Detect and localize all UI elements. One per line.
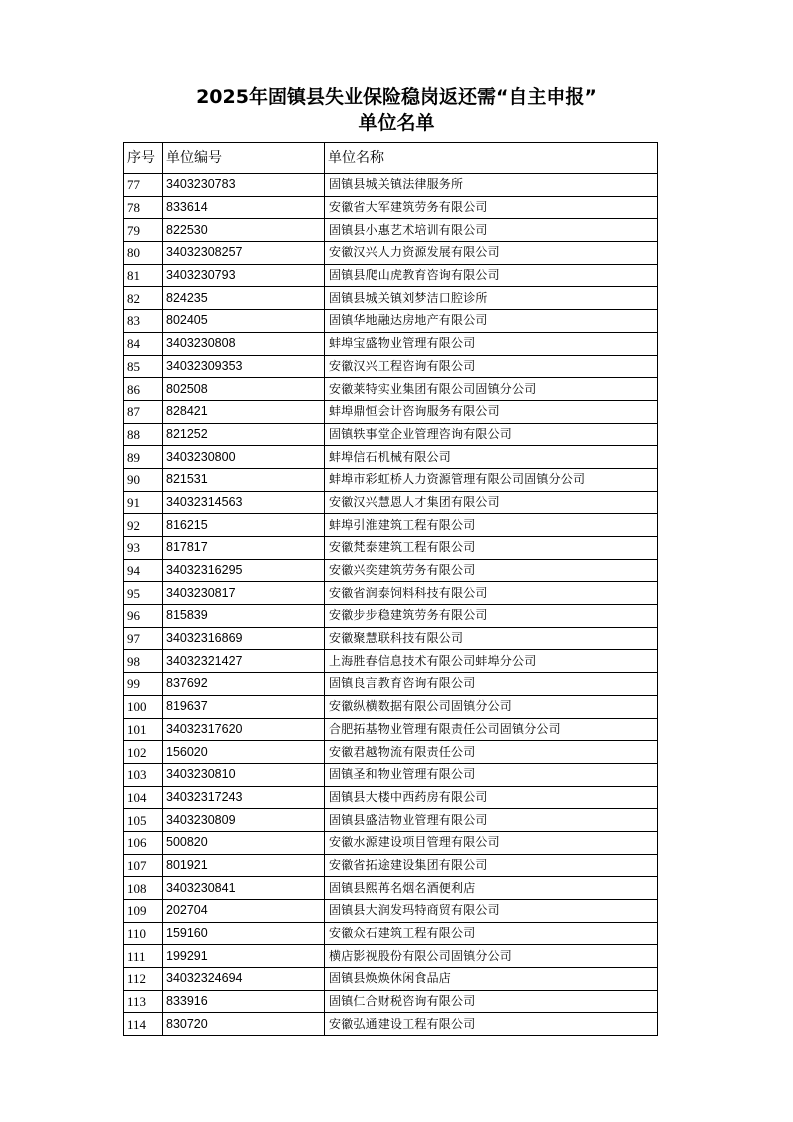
table-row bbox=[124, 650, 658, 673]
row-name-cell: 安徽步步稳建筑劳务有限公司 bbox=[325, 605, 658, 628]
table-row bbox=[124, 423, 658, 446]
row-seq-cell: 81 bbox=[124, 264, 163, 287]
row-code-cell: 3403230810 bbox=[163, 763, 325, 786]
document-title: 2025年固镇县失业保险稳岗返还需“自主申报” bbox=[196, 86, 597, 108]
row-code-cell: 34032321427 bbox=[163, 650, 325, 673]
row-name-cell: 安徽水源建设项目管理有限公司 bbox=[325, 831, 658, 854]
header-name: 单位名称 bbox=[325, 143, 658, 174]
row-name-cell: 安徽省润泰饲料科技有限公司 bbox=[325, 582, 658, 605]
row-code-cell: 830720 bbox=[163, 1013, 325, 1036]
row-seq-cell: 93 bbox=[124, 537, 163, 560]
row-code-cell: 837692 bbox=[163, 673, 325, 696]
row-seq-cell: 91 bbox=[124, 491, 163, 514]
row-name-cell: 固镇仁合财税咨询有限公司 bbox=[325, 990, 658, 1013]
table-row bbox=[124, 605, 658, 628]
row-code-cell: 500820 bbox=[163, 831, 325, 854]
row-name-cell: 固镇县爬山虎教育咨询有限公司 bbox=[325, 264, 658, 287]
table-row bbox=[124, 400, 658, 423]
table-row bbox=[124, 786, 658, 809]
row-name-cell: 固镇县盛洁物业管理有限公司 bbox=[325, 809, 658, 832]
row-name-cell: 固镇县大润发玛特商贸有限公司 bbox=[325, 900, 658, 923]
table-row bbox=[124, 831, 658, 854]
row-seq-cell: 82 bbox=[124, 287, 163, 310]
table-row bbox=[124, 763, 658, 786]
row-name-cell: 安徽君越物流有限责任公司 bbox=[325, 741, 658, 764]
table-row bbox=[124, 446, 658, 469]
row-name-cell: 固镇轶事堂企业管理咨询有限公司 bbox=[325, 423, 658, 446]
row-seq-cell: 83 bbox=[124, 310, 163, 333]
row-code-cell: 3403230817 bbox=[163, 582, 325, 605]
row-seq-cell: 110 bbox=[124, 922, 163, 945]
row-code-cell: 3403230793 bbox=[163, 264, 325, 287]
row-code-cell: 819637 bbox=[163, 695, 325, 718]
row-code-cell: 816215 bbox=[163, 514, 325, 537]
row-name-cell: 蚌埠引淮建筑工程有限公司 bbox=[325, 514, 658, 537]
row-code-cell: 828421 bbox=[163, 400, 325, 423]
row-seq-cell: 90 bbox=[124, 468, 163, 491]
table-row bbox=[124, 854, 658, 877]
row-seq-cell: 107 bbox=[124, 854, 163, 877]
table-row bbox=[124, 945, 658, 968]
row-name-cell: 上海胜春信息技术有限公司蚌埠分公司 bbox=[325, 650, 658, 673]
row-name-cell: 固镇县熙苒名烟名酒便利店 bbox=[325, 877, 658, 900]
row-code-cell: 34032317243 bbox=[163, 786, 325, 809]
row-seq-cell: 88 bbox=[124, 423, 163, 446]
row-seq-cell: 112 bbox=[124, 968, 163, 991]
row-name-cell: 安徽省大军建筑劳务有限公司 bbox=[325, 196, 658, 219]
row-code-cell: 3403230808 bbox=[163, 332, 325, 355]
table-row bbox=[124, 174, 658, 197]
table-row bbox=[124, 922, 658, 945]
row-code-cell: 833614 bbox=[163, 196, 325, 219]
row-seq-cell: 97 bbox=[124, 627, 163, 650]
row-seq-cell: 104 bbox=[124, 786, 163, 809]
row-name-cell: 蚌埠市彩虹桥人力资源管理有限公司固镇分公司 bbox=[325, 468, 658, 491]
row-seq-cell: 79 bbox=[124, 219, 163, 242]
row-seq-cell: 103 bbox=[124, 763, 163, 786]
row-name-cell: 安徽弘通建设工程有限公司 bbox=[325, 1013, 658, 1036]
table-row bbox=[124, 264, 658, 287]
table-row bbox=[124, 491, 658, 514]
row-code-cell: 202704 bbox=[163, 900, 325, 923]
row-name-cell: 蚌埠宝盛物业管理有限公司 bbox=[325, 332, 658, 355]
row-seq-cell: 105 bbox=[124, 809, 163, 832]
row-code-cell: 199291 bbox=[163, 945, 325, 968]
row-code-cell: 34032317620 bbox=[163, 718, 325, 741]
row-code-cell: 3403230800 bbox=[163, 446, 325, 469]
table-row bbox=[124, 990, 658, 1013]
table-row bbox=[124, 196, 658, 219]
row-code-cell: 822530 bbox=[163, 219, 325, 242]
row-seq-cell: 96 bbox=[124, 605, 163, 628]
row-seq-cell: 86 bbox=[124, 378, 163, 401]
row-code-cell: 3403230841 bbox=[163, 877, 325, 900]
table-row bbox=[124, 809, 658, 832]
row-name-cell: 固镇县小惠艺术培训有限公司 bbox=[325, 219, 658, 242]
table-row bbox=[124, 559, 658, 582]
row-seq-cell: 102 bbox=[124, 741, 163, 764]
row-seq-cell: 99 bbox=[124, 673, 163, 696]
row-name-cell: 横店影视股份有限公司固镇分公司 bbox=[325, 945, 658, 968]
row-code-cell: 34032314563 bbox=[163, 491, 325, 514]
header-code: 单位编号 bbox=[163, 143, 325, 174]
row-code-cell: 824235 bbox=[163, 287, 325, 310]
row-seq-cell: 100 bbox=[124, 695, 163, 718]
row-name-cell: 蚌埠信石机械有限公司 bbox=[325, 446, 658, 469]
row-name-cell: 固镇县城关镇法律服务所 bbox=[325, 174, 658, 197]
company-list-table bbox=[123, 142, 658, 1036]
document-subtitle: 单位名单 bbox=[358, 112, 435, 134]
row-seq-cell: 84 bbox=[124, 332, 163, 355]
row-name-cell: 安徽梵泰建筑工程有限公司 bbox=[325, 537, 658, 560]
row-seq-cell: 109 bbox=[124, 900, 163, 923]
row-code-cell: 801921 bbox=[163, 854, 325, 877]
row-seq-cell: 87 bbox=[124, 400, 163, 423]
row-seq-cell: 101 bbox=[124, 718, 163, 741]
row-code-cell: 34032316869 bbox=[163, 627, 325, 650]
row-code-cell: 815839 bbox=[163, 605, 325, 628]
table-row bbox=[124, 219, 658, 242]
table-row bbox=[124, 627, 658, 650]
table-row bbox=[124, 900, 658, 923]
row-seq-cell: 89 bbox=[124, 446, 163, 469]
table-row bbox=[124, 378, 658, 401]
table-row bbox=[124, 718, 658, 741]
row-code-cell: 34032309353 bbox=[163, 355, 325, 378]
row-code-cell: 817817 bbox=[163, 537, 325, 560]
table-row bbox=[124, 741, 658, 764]
row-code-cell: 833916 bbox=[163, 990, 325, 1013]
table-header-row bbox=[124, 143, 658, 174]
row-code-cell: 34032308257 bbox=[163, 242, 325, 265]
row-seq-cell: 98 bbox=[124, 650, 163, 673]
table-row bbox=[124, 332, 658, 355]
row-code-cell: 34032324694 bbox=[163, 968, 325, 991]
table-row bbox=[124, 968, 658, 991]
row-seq-cell: 106 bbox=[124, 831, 163, 854]
row-seq-cell: 80 bbox=[124, 242, 163, 265]
row-code-cell: 821531 bbox=[163, 468, 325, 491]
row-seq-cell: 78 bbox=[124, 196, 163, 219]
row-code-cell: 802405 bbox=[163, 310, 325, 333]
row-seq-cell: 111 bbox=[124, 945, 163, 968]
table-row bbox=[124, 582, 658, 605]
table-row bbox=[124, 355, 658, 378]
row-name-cell: 安徽汉兴慧恩人才集团有限公司 bbox=[325, 491, 658, 514]
row-name-cell: 安徽聚慧联科技有限公司 bbox=[325, 627, 658, 650]
row-seq-cell: 108 bbox=[124, 877, 163, 900]
table-row bbox=[124, 310, 658, 333]
row-name-cell: 固镇圣和物业管理有限公司 bbox=[325, 763, 658, 786]
row-seq-cell: 114 bbox=[124, 1013, 163, 1036]
table-row bbox=[124, 695, 658, 718]
table-row bbox=[124, 242, 658, 265]
row-name-cell: 安徽兴奕建筑劳务有限公司 bbox=[325, 559, 658, 582]
row-name-cell: 安徽众石建筑工程有限公司 bbox=[325, 922, 658, 945]
row-name-cell: 固镇华地融达房地产有限公司 bbox=[325, 310, 658, 333]
table-row bbox=[124, 877, 658, 900]
row-name-cell: 固镇良言教育咨询有限公司 bbox=[325, 673, 658, 696]
row-name-cell: 安徽纵横数据有限公司固镇分公司 bbox=[325, 695, 658, 718]
row-name-cell: 蚌埠鼎恒会计咨询服务有限公司 bbox=[325, 400, 658, 423]
row-seq-cell: 95 bbox=[124, 582, 163, 605]
row-seq-cell: 113 bbox=[124, 990, 163, 1013]
header-seq: 序号 bbox=[124, 143, 163, 174]
row-name-cell: 安徽省拓途建设集团有限公司 bbox=[325, 854, 658, 877]
row-name-cell: 合肥拓基物业管理有限责任公司固镇分公司 bbox=[325, 718, 658, 741]
row-name-cell: 安徽汉兴工程咨询有限公司 bbox=[325, 355, 658, 378]
row-name-cell: 固镇县大楼中西药房有限公司 bbox=[325, 786, 658, 809]
row-code-cell: 821252 bbox=[163, 423, 325, 446]
table-row bbox=[124, 537, 658, 560]
row-seq-cell: 77 bbox=[124, 174, 163, 197]
table-row bbox=[124, 468, 658, 491]
table-row bbox=[124, 514, 658, 537]
row-name-cell: 安徽汉兴人力资源发展有限公司 bbox=[325, 242, 658, 265]
row-seq-cell: 92 bbox=[124, 514, 163, 537]
row-code-cell: 159160 bbox=[163, 922, 325, 945]
table-row bbox=[124, 1013, 658, 1036]
table-row bbox=[124, 673, 658, 696]
row-code-cell: 802508 bbox=[163, 378, 325, 401]
table-row bbox=[124, 287, 658, 310]
row-name-cell: 安徽莱特实业集团有限公司固镇分公司 bbox=[325, 378, 658, 401]
row-name-cell: 固镇县焕焕休闲食品店 bbox=[325, 968, 658, 991]
row-code-cell: 34032316295 bbox=[163, 559, 325, 582]
row-seq-cell: 94 bbox=[124, 559, 163, 582]
row-seq-cell: 85 bbox=[124, 355, 163, 378]
row-name-cell: 固镇县城关镇刘梦洁口腔诊所 bbox=[325, 287, 658, 310]
row-code-cell: 156020 bbox=[163, 741, 325, 764]
row-code-cell: 3403230809 bbox=[163, 809, 325, 832]
row-code-cell: 3403230783 bbox=[163, 174, 325, 197]
